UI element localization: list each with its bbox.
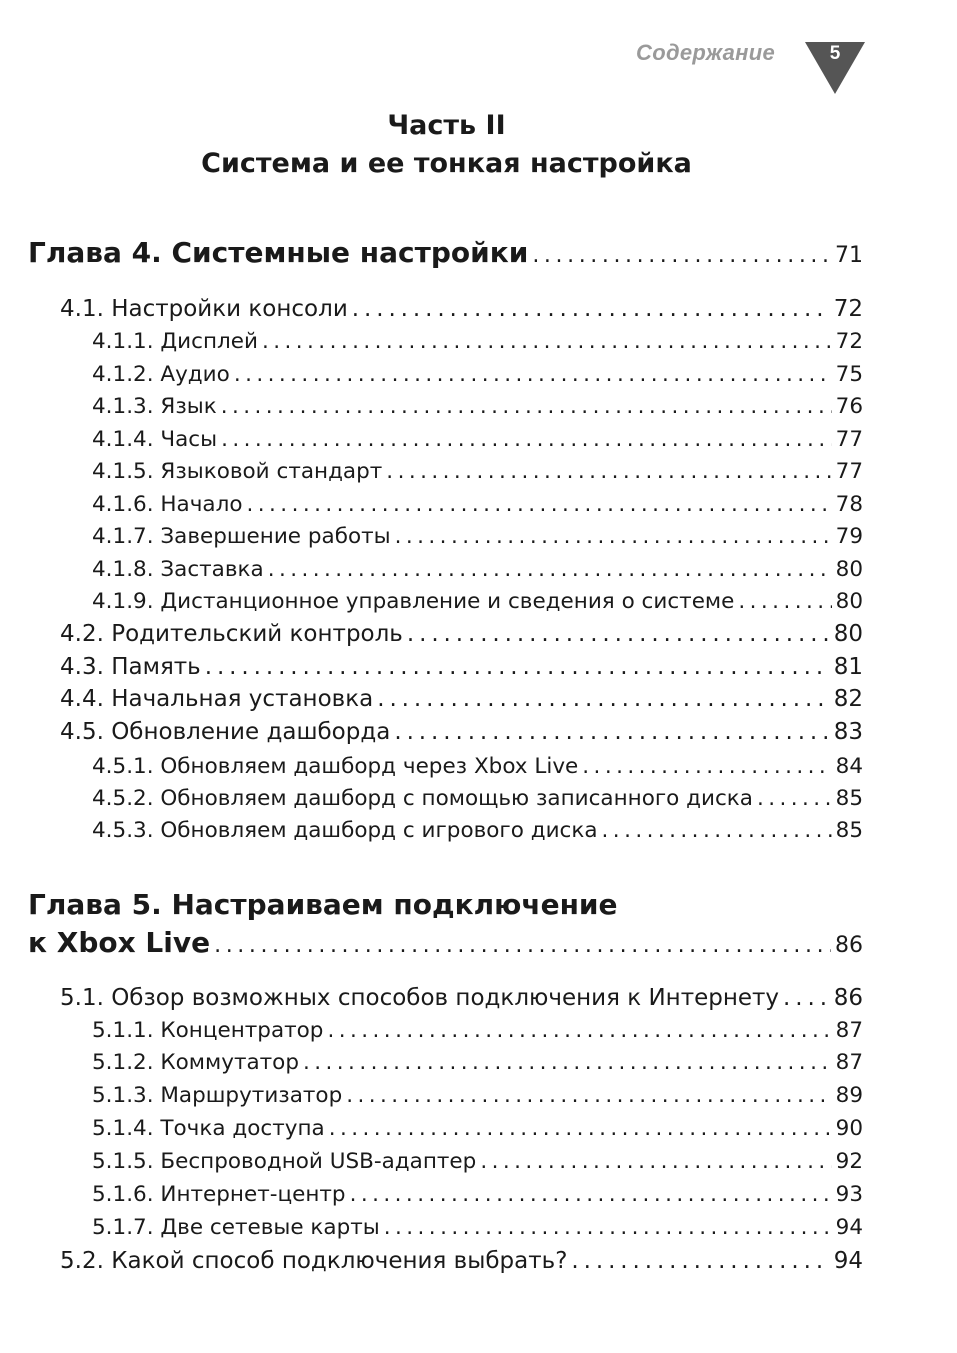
- dot-leader: [384, 1215, 832, 1240]
- entry-title: 4.1.3. Язык: [92, 394, 217, 419]
- toc-entry[interactable]: [92, 589, 863, 614]
- toc-entry[interactable]: [92, 492, 863, 517]
- toc-entry[interactable]: [60, 296, 863, 322]
- page-ref: 72: [835, 329, 863, 354]
- entry-title: 4.1.2. Аудио: [92, 362, 230, 387]
- page-ref: 76: [835, 394, 863, 419]
- toc-entry[interactable]: [60, 654, 863, 680]
- chapter-title: Глава 4. Системные настройки: [28, 236, 529, 269]
- toc-chapter[interactable]: [28, 236, 863, 269]
- part-name: Система и ее тонкая настройка: [201, 148, 692, 179]
- entry-title: 5.1.5. Беспроводной USB-адаптер: [92, 1149, 477, 1174]
- toc-entry[interactable]: [92, 362, 863, 387]
- toc-entry[interactable]: [60, 1248, 863, 1274]
- dot-leader: [571, 1248, 829, 1274]
- entry-title: 5.1.2. Коммутатор: [92, 1050, 299, 1075]
- page-ref: 86: [833, 985, 863, 1011]
- entry-title: 4.5.2. Обновляем дашборд с помощью записанного диска: [92, 786, 753, 811]
- toc-chapter[interactable]: [28, 926, 863, 959]
- toc-entry[interactable]: [92, 329, 863, 354]
- dot-leader: [377, 686, 830, 712]
- dot-leader: [329, 1116, 832, 1141]
- entry-title: 5.1.4. Точка доступа: [92, 1116, 325, 1141]
- page-ref: 85: [835, 786, 863, 811]
- dot-leader: [395, 524, 832, 549]
- dot-leader: [268, 557, 832, 582]
- toc-entry[interactable]: [60, 719, 863, 745]
- page-ref: 87: [835, 1050, 863, 1075]
- running-header-title: Содержание: [636, 40, 775, 65]
- page-ref: 89: [835, 1083, 863, 1108]
- dot-leader: [214, 933, 831, 958]
- dot-leader: [221, 394, 832, 419]
- dot-leader: [346, 1083, 831, 1108]
- part-label: Часть II: [387, 110, 506, 141]
- toc-entry[interactable]: [92, 1083, 863, 1108]
- toc-entry[interactable]: [92, 1182, 863, 1207]
- entry-title: 4.5.1. Обновляем дашборд через Xbox Live: [92, 754, 579, 779]
- page-ref: 94: [833, 1248, 863, 1274]
- dot-leader: [234, 362, 832, 387]
- page-ref: 92: [835, 1149, 863, 1174]
- dot-leader: [352, 296, 830, 322]
- toc-entry[interactable]: [92, 524, 863, 549]
- toc-entry[interactable]: [60, 621, 863, 647]
- toc-entry[interactable]: [92, 1215, 863, 1240]
- toc-entry[interactable]: [92, 818, 863, 843]
- entry-title: 4.3. Память: [60, 654, 201, 680]
- dot-leader: [386, 459, 831, 484]
- entry-title: 4.2. Родительский контроль: [60, 621, 403, 647]
- toc-entry[interactable]: [92, 394, 863, 419]
- entry-title: 5.1.7. Две сетевые карты: [92, 1215, 380, 1240]
- entry-title: 4.1. Настройки консоли: [60, 296, 348, 322]
- entry-title: 4.1.4. Часы: [92, 427, 218, 452]
- dot-leader: [303, 1050, 832, 1075]
- toc-entry[interactable]: [92, 1149, 863, 1174]
- dot-leader: [532, 243, 831, 268]
- toc-entry[interactable]: [60, 985, 863, 1011]
- page-ref: 77: [835, 459, 863, 484]
- dot-leader: [407, 621, 830, 647]
- entry-title: 4.1.7. Завершение работы: [92, 524, 391, 549]
- entry-title: 4.1.5. Языковой стандарт: [92, 459, 383, 484]
- page-ref: 85: [835, 818, 863, 843]
- entry-title: 4.1.8. Заставка: [92, 557, 264, 582]
- entry-title: 4.5. Обновление дашборда: [60, 719, 391, 745]
- page-ref: 78: [835, 492, 863, 517]
- toc-entry[interactable]: [92, 786, 863, 811]
- entry-title: 4.1.9. Дистанционное управление и сведения о системе: [92, 589, 735, 614]
- toc-entry[interactable]: [92, 557, 863, 582]
- dot-leader: [327, 1018, 831, 1043]
- page-ref: 71: [835, 243, 863, 268]
- page-number: 5: [829, 43, 841, 64]
- dot-leader: [350, 1182, 832, 1207]
- dot-leader: [738, 589, 831, 614]
- page-ref: 80: [835, 557, 863, 582]
- entry-title: 4.1.6. Начало: [92, 492, 243, 517]
- entry-title: 4.5.3. Обновляем дашборд с игрового диска: [92, 818, 598, 843]
- dot-leader: [221, 427, 832, 452]
- page-ref: 90: [835, 1116, 863, 1141]
- entry-title: 4.1.1. Дисплей: [92, 329, 258, 354]
- page-ref: 93: [835, 1182, 863, 1207]
- toc-entry[interactable]: [92, 427, 863, 452]
- page-ref: 94: [835, 1215, 863, 1240]
- dot-leader: [480, 1149, 831, 1174]
- toc-entry[interactable]: [92, 754, 863, 779]
- page-ref: 79: [835, 524, 863, 549]
- toc-entry[interactable]: [60, 686, 863, 712]
- dot-leader: [205, 654, 830, 680]
- entry-title: 5.1.6. Интернет-центр: [92, 1182, 346, 1207]
- dot-leader: [394, 719, 829, 745]
- page-ref: 77: [835, 427, 863, 452]
- entry-title: 5.2. Какой способ подключения выбрать?: [60, 1248, 568, 1274]
- toc-entry[interactable]: [92, 1050, 863, 1075]
- entry-title: 4.4. Начальная установка: [60, 686, 374, 712]
- dot-leader: [262, 329, 832, 354]
- entry-title: 5.1. Обзор возможных способов подключения к Интернету: [60, 985, 780, 1011]
- dot-leader: [247, 492, 832, 517]
- page-ref: 86: [835, 933, 863, 958]
- entry-title: 5.1.1. Концентратор: [92, 1018, 324, 1043]
- page-ref: 81: [833, 654, 863, 680]
- page-ref: 83: [833, 719, 863, 745]
- page-ref: 87: [835, 1018, 863, 1043]
- page-number-badge: [803, 40, 867, 96]
- chapter-title-continued: к Xbox Live: [28, 926, 211, 959]
- dot-leader: [582, 754, 831, 779]
- toc-entry[interactable]: [92, 1018, 863, 1043]
- page-ref: 72: [833, 296, 863, 322]
- page-ref: 80: [833, 621, 863, 647]
- toc-entry[interactable]: [92, 459, 863, 484]
- entry-title: 5.1.3. Маршрутизатор: [92, 1083, 343, 1108]
- page-ref: 82: [833, 686, 863, 712]
- page-ref: 80: [835, 589, 863, 614]
- dot-leader: [757, 786, 832, 811]
- page-ref: 84: [835, 754, 863, 779]
- dot-leader: [783, 985, 830, 1011]
- page-ref: 75: [835, 362, 863, 387]
- toc-entry[interactable]: [92, 1116, 863, 1141]
- dot-leader: [602, 818, 832, 843]
- chapter-title: Глава 5. Настраиваем подключение: [28, 888, 618, 921]
